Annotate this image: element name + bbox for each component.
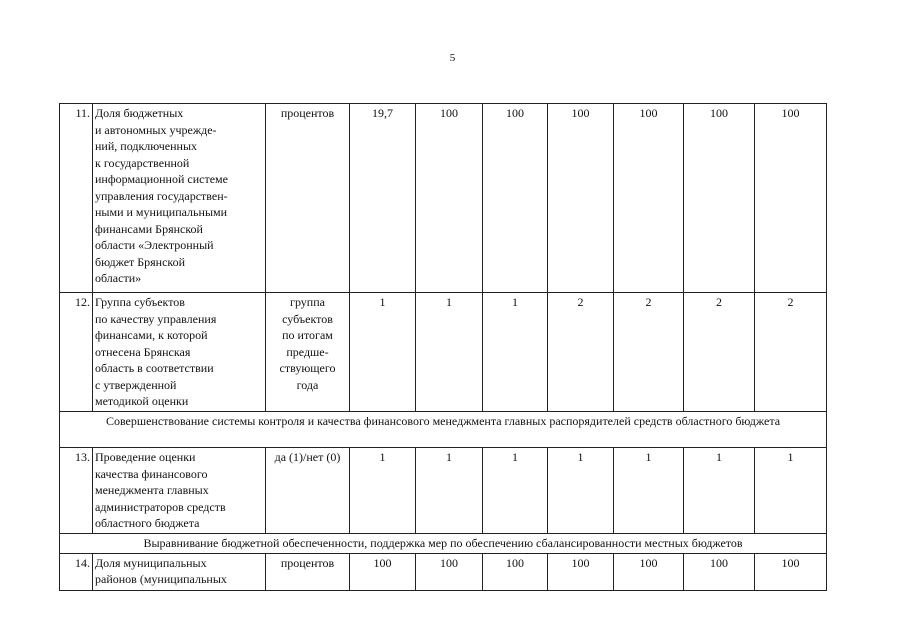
value-cell: 19,7 xyxy=(350,104,416,293)
value-cell: 1 xyxy=(416,448,483,534)
value-cell: 1 xyxy=(684,448,755,534)
value-cell: 100 xyxy=(684,553,755,590)
row-number: 11. xyxy=(60,104,93,293)
value-cell: 100 xyxy=(548,553,614,590)
page-number: 5 xyxy=(449,52,456,64)
value-cell: 1 xyxy=(548,448,614,534)
value-cell: 100 xyxy=(614,553,684,590)
value-cell: 100 xyxy=(755,104,827,293)
value-cell: 100 xyxy=(416,553,483,590)
value-cell: 100 xyxy=(483,553,548,590)
table-row xyxy=(60,104,827,293)
table-row xyxy=(60,553,827,590)
indicator-name: Доля муниципальных районов (муниципальных xyxy=(93,553,266,590)
row-number: 12. xyxy=(60,293,93,412)
value-cell: 1 xyxy=(350,448,416,534)
table-row xyxy=(60,448,827,534)
value-cell: 100 xyxy=(614,104,684,293)
value-cell: 2 xyxy=(614,293,684,412)
row-number: 14. xyxy=(60,553,93,590)
indicator-name: Группа субъектов по качеству управления финансами, к которой отнесена Брянская область в соответствии с утвержденной методикой оценки xyxy=(93,293,266,412)
section-row xyxy=(60,412,827,448)
value-cell: 1 xyxy=(350,293,416,412)
value-cell: 100 xyxy=(416,104,483,293)
row-number: 13. xyxy=(60,448,93,534)
section-heading: Совершенствование системы контроля и качества финансового менеджмента главных распорядителей средств областного бюджета xyxy=(60,412,827,448)
value-cell: 100 xyxy=(755,553,827,590)
value-cell: 2 xyxy=(548,293,614,412)
value-cell: 2 xyxy=(755,293,827,412)
table-row xyxy=(60,293,827,412)
value-cell: 100 xyxy=(483,104,548,293)
indicators-table xyxy=(59,103,827,591)
value-cell: 2 xyxy=(684,293,755,412)
section-heading: Выравнивание бюджетной обеспеченности, поддержка мер по обеспечению сбалансированности местных бюджетов xyxy=(60,534,827,554)
indicator-name: Проведение оценки качества финансового менеджмента главных администраторов средств областного бюджета xyxy=(93,448,266,534)
section-row xyxy=(60,534,827,554)
unit-cell: процентов xyxy=(266,553,350,590)
value-cell: 1 xyxy=(416,293,483,412)
unit-cell: процентов xyxy=(266,104,350,293)
value-cell: 1 xyxy=(755,448,827,534)
value-cell: 1 xyxy=(483,448,548,534)
indicator-name: Доля бюджетных и автономных учрежде- ний, подключенных к государственной информационной системе управления государствен- ными и муниципальными финансами Брянской области «Электронный бюджет Брянской области» xyxy=(93,104,266,293)
value-cell: 100 xyxy=(350,553,416,590)
value-cell: 1 xyxy=(483,293,548,412)
value-cell: 1 xyxy=(614,448,684,534)
value-cell: 100 xyxy=(548,104,614,293)
value-cell: 100 xyxy=(684,104,755,293)
unit-cell: да (1)/нет (0) xyxy=(266,448,350,534)
unit-cell: группа субъектов по итогам предше- ствующего года xyxy=(266,293,350,412)
